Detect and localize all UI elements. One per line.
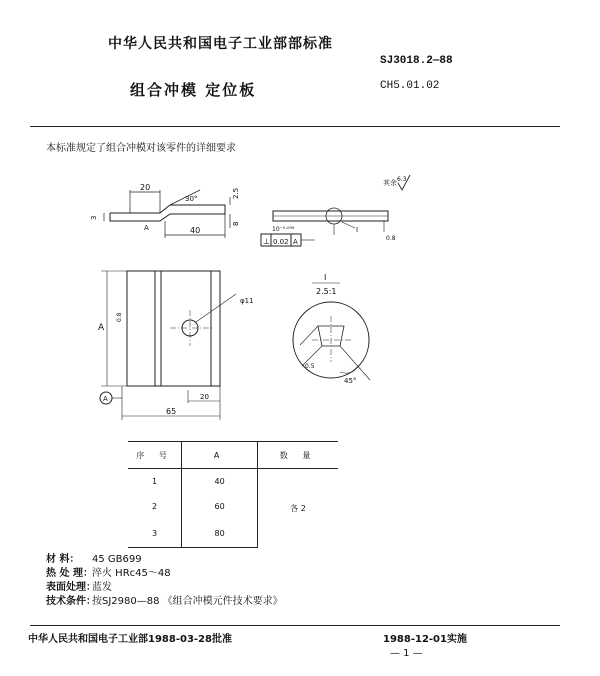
plan-view bbox=[100, 271, 236, 420]
approval-text: 中华人民共和国电子工业部1988-03-28批准 bbox=[28, 634, 232, 645]
tolerance-label: 10⁻⁰·⁰⁰⁹ bbox=[272, 226, 295, 233]
spec-value: 按SJ2980—88 《组合冲模元件技术要求》 bbox=[92, 596, 283, 607]
table-header-qty: 数 量 bbox=[258, 442, 338, 469]
roughness-value: 6.3 bbox=[397, 176, 407, 183]
gdt-symbol: ⊥ bbox=[263, 237, 270, 246]
dim-angle: 30° bbox=[185, 195, 198, 203]
page-number: — 1 — bbox=[390, 648, 423, 659]
side-profile-view bbox=[104, 190, 230, 238]
dim-length: 40 bbox=[190, 226, 201, 235]
spec-technical-conditions bbox=[46, 595, 283, 609]
edge-roughness: 0.8 bbox=[116, 312, 123, 322]
document-title: 组合冲模 定位板 bbox=[130, 81, 257, 99]
dim-step-height: 2.5 bbox=[232, 187, 240, 199]
roughness-label: 其余 bbox=[383, 179, 397, 187]
spec-value: 蓝发 bbox=[92, 582, 112, 593]
spec-label: 技术条件： bbox=[46, 596, 96, 607]
chamfer-label: 0.5 bbox=[305, 363, 315, 370]
part-number: CH5.01.02 bbox=[380, 80, 440, 92]
spec-label: 材 料： bbox=[46, 554, 80, 565]
spec-label: 表面处理： bbox=[46, 582, 96, 593]
table-cell-a: 60 bbox=[182, 494, 258, 519]
spec-label: 热 处 理： bbox=[46, 568, 93, 579]
table-cell-a: 40 bbox=[182, 469, 258, 495]
hole-diameter: φ11 bbox=[240, 297, 254, 305]
table-cell-seq: 1 bbox=[128, 469, 182, 495]
scope-text: 本标准规定了组合冲模对该零件的详细要求 bbox=[46, 143, 236, 154]
spec-value: 45 GB699 bbox=[92, 554, 142, 565]
detail-title: I bbox=[324, 273, 327, 282]
table-cell-seq: 3 bbox=[128, 519, 182, 548]
callout-a: A bbox=[144, 224, 149, 232]
table-header-seq: 序 号 bbox=[128, 442, 182, 469]
gdt-datum: A bbox=[293, 238, 298, 246]
spec-value: 淬火 HRc45～48 bbox=[92, 568, 171, 579]
table-cell-seq: 2 bbox=[128, 494, 182, 519]
dim-left-height: 3 bbox=[90, 215, 98, 220]
datum-a-label: A bbox=[103, 395, 108, 403]
dim-height-label: A bbox=[98, 323, 105, 333]
spec-heat-treatment bbox=[46, 567, 283, 581]
bottom-rule bbox=[30, 625, 560, 626]
dim-plan-width: 65 bbox=[166, 407, 177, 416]
spec-material bbox=[46, 553, 283, 567]
table-cell-a: 80 bbox=[182, 519, 258, 548]
spec-list bbox=[46, 553, 283, 609]
spec-surface-treatment bbox=[46, 581, 283, 595]
table-header-a: A bbox=[182, 442, 258, 469]
size-table bbox=[128, 441, 338, 548]
detail-callout: I bbox=[356, 226, 359, 234]
gdt-value: 0.02 bbox=[273, 238, 289, 246]
dim-top-width: 20 bbox=[140, 183, 151, 192]
roughness-small: 0.8 bbox=[386, 235, 396, 242]
table-cell-quantity: 各 2 bbox=[290, 503, 306, 513]
detail-angle: 45° bbox=[344, 377, 357, 385]
ministry-standard-heading: 中华人民共和国电子工业部部标准 bbox=[108, 36, 333, 52]
detail-scale: 2.5:1 bbox=[316, 287, 337, 296]
dim-plan-offset: 20 bbox=[200, 393, 209, 401]
dim-thickness: 8 bbox=[232, 221, 240, 226]
implementation-date: 1988-12-01实施 bbox=[383, 634, 467, 645]
standard-number: SJ3018.2—88 bbox=[380, 55, 453, 67]
